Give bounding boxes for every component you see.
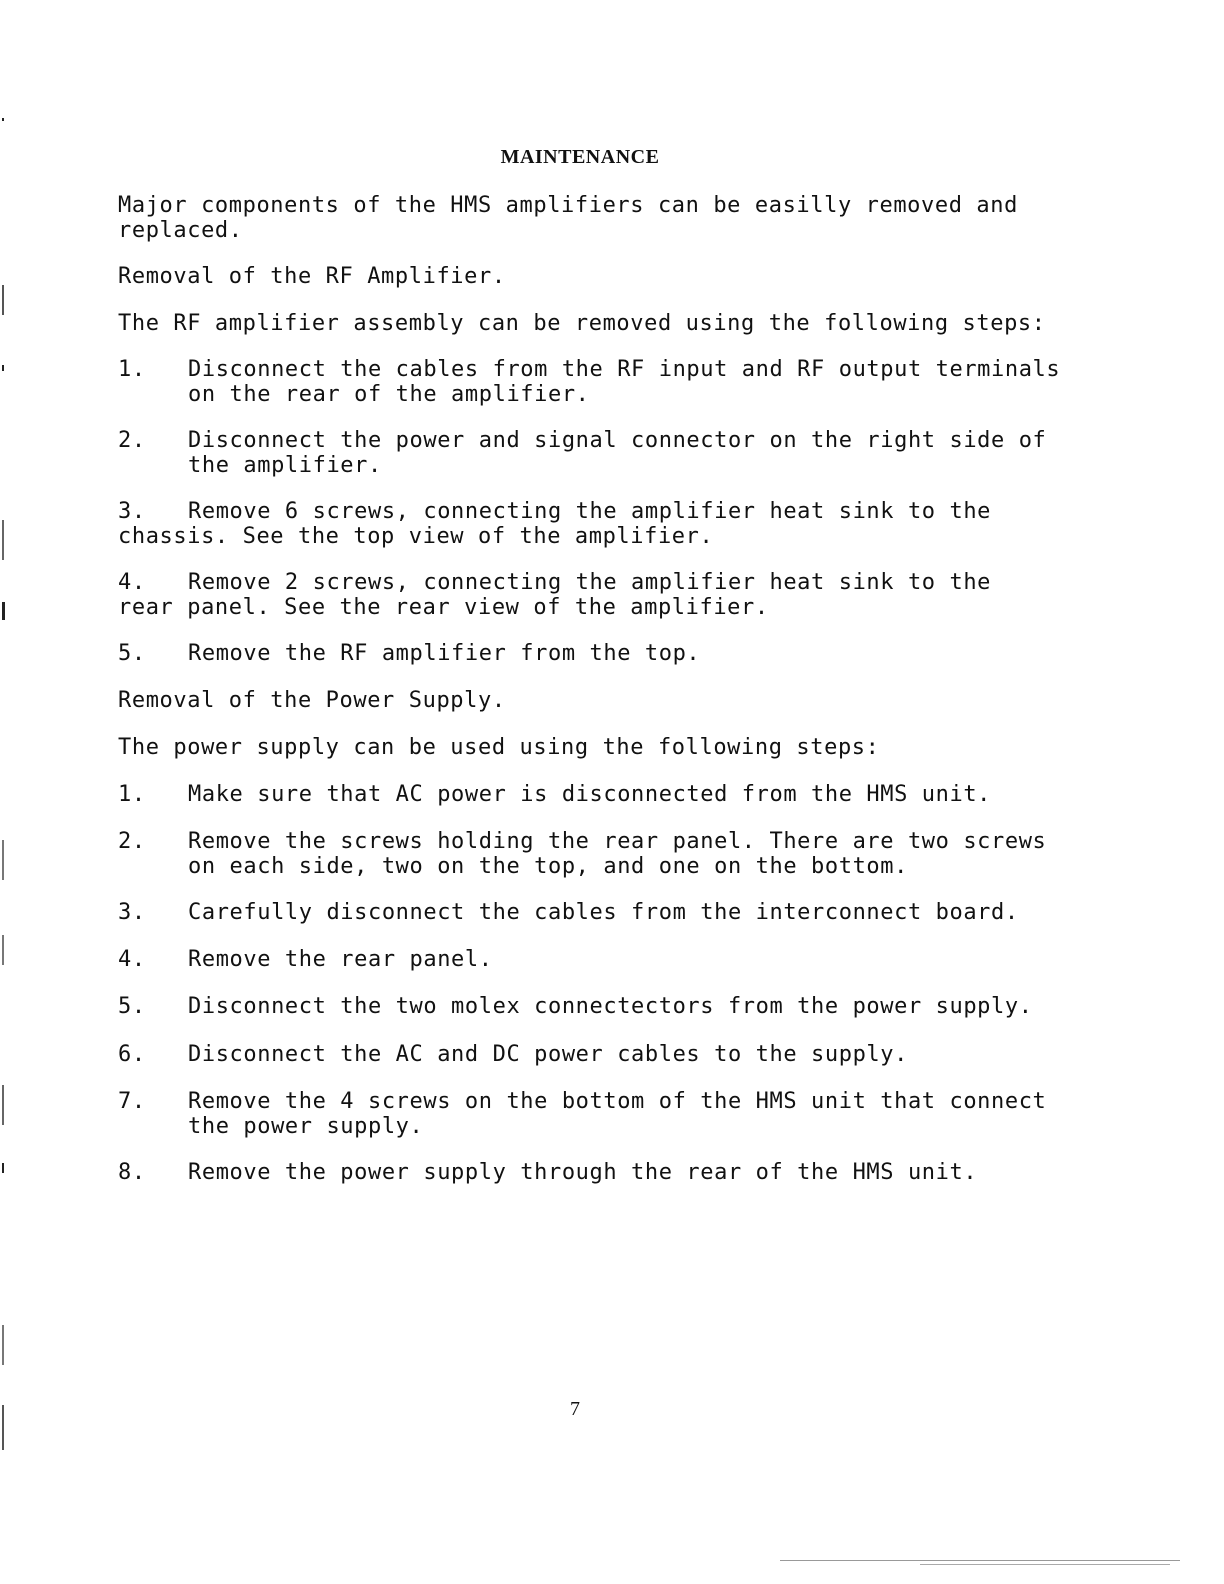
scan-artifact xyxy=(2,935,4,965)
ps-step-2 xyxy=(118,829,1078,879)
rf-section-lead: The RF amplifier assembly can be removed using the following steps: xyxy=(118,311,1046,336)
step-number: 1. xyxy=(118,782,146,807)
ps-step-8 xyxy=(118,1160,1078,1185)
rf-step-5 xyxy=(118,641,1078,666)
scan-artifact xyxy=(780,1560,1180,1561)
rf-section-heading: Removal of the RF Amplifier. xyxy=(118,264,506,289)
ps-step-4 xyxy=(118,947,1078,972)
ps-section-lead: The power supply can be used using the following steps: xyxy=(118,735,880,760)
ps-step-5 xyxy=(118,994,1078,1019)
step-number: 4. xyxy=(118,570,146,595)
scan-artifact xyxy=(2,285,4,315)
step-number: 6. xyxy=(118,1042,146,1067)
intro-paragraph: Major components of the HMS amplifiers can be easilly removed and replaced. xyxy=(118,193,1032,243)
scan-artifact xyxy=(2,1405,4,1450)
step-number: 2. xyxy=(118,428,146,453)
scan-artifact xyxy=(920,1564,1170,1565)
scan-artifact xyxy=(2,118,4,121)
step-text: Remove the screws holding the rear panel. There are two screws on each side, two on the top, and one on the bottom. xyxy=(188,829,1047,879)
step-text: Remove the rear panel. xyxy=(188,947,493,972)
step-text: Remove 2 screws, connecting the amplifier heat sink to the rear panel. See the rear view of the amplifier. xyxy=(118,570,992,620)
step-number: 5. xyxy=(118,994,146,1019)
step-number: 5. xyxy=(118,641,146,666)
ps-step-6 xyxy=(118,1042,1078,1067)
scan-artifact xyxy=(2,602,5,620)
step-text: Carefully disconnect the cables from the interconnect board. xyxy=(188,900,1019,925)
scan-artifact xyxy=(2,365,4,371)
step-text: Remove the power supply through the rear of the HMS unit. xyxy=(188,1160,978,1185)
rf-step-4 xyxy=(118,570,1048,620)
page-number: 7 xyxy=(570,1398,580,1420)
step-number: 3. xyxy=(118,499,146,524)
rf-step-1 xyxy=(118,357,1078,407)
step-text: Disconnect the AC and DC power cables to the supply. xyxy=(188,1042,908,1067)
scan-artifact xyxy=(2,1325,4,1365)
step-number: 7. xyxy=(118,1089,146,1114)
page-title: MAINTENANCE xyxy=(500,146,660,168)
step-text: Remove the RF amplifier from the top. xyxy=(188,641,701,666)
step-number: 3. xyxy=(118,900,146,925)
step-number: 4. xyxy=(118,947,146,972)
rf-step-3 xyxy=(118,499,1048,549)
scan-artifact xyxy=(2,840,4,880)
scan-artifact xyxy=(2,1085,4,1125)
scan-artifact xyxy=(2,520,4,560)
step-text: Disconnect the two molex connectectors from the power supply. xyxy=(188,994,1033,1019)
step-number: 8. xyxy=(118,1160,146,1185)
ps-step-3 xyxy=(118,900,1078,925)
scan-artifact xyxy=(2,1163,4,1173)
ps-step-1 xyxy=(118,782,1078,807)
ps-step-7 xyxy=(118,1089,1078,1139)
step-text: Remove 6 screws, connecting the amplifier heat sink to the chassis. See the top view of the amplifier. xyxy=(118,499,992,549)
ps-section-heading: Removal of the Power Supply. xyxy=(118,688,506,713)
step-text: Disconnect the power and signal connector on the right side of the amplifier. xyxy=(188,428,1047,478)
step-text: Remove the 4 screws on the bottom of the HMS unit that connect the power supply. xyxy=(188,1089,1047,1139)
step-number: 1. xyxy=(118,357,146,382)
rf-step-2 xyxy=(118,428,1078,478)
step-text: Make sure that AC power is disconnected from the HMS unit. xyxy=(188,782,992,807)
step-number: 2. xyxy=(118,829,146,854)
step-text: Disconnect the cables from the RF input and RF output terminals on the rear of the amplifier. xyxy=(188,357,1061,407)
